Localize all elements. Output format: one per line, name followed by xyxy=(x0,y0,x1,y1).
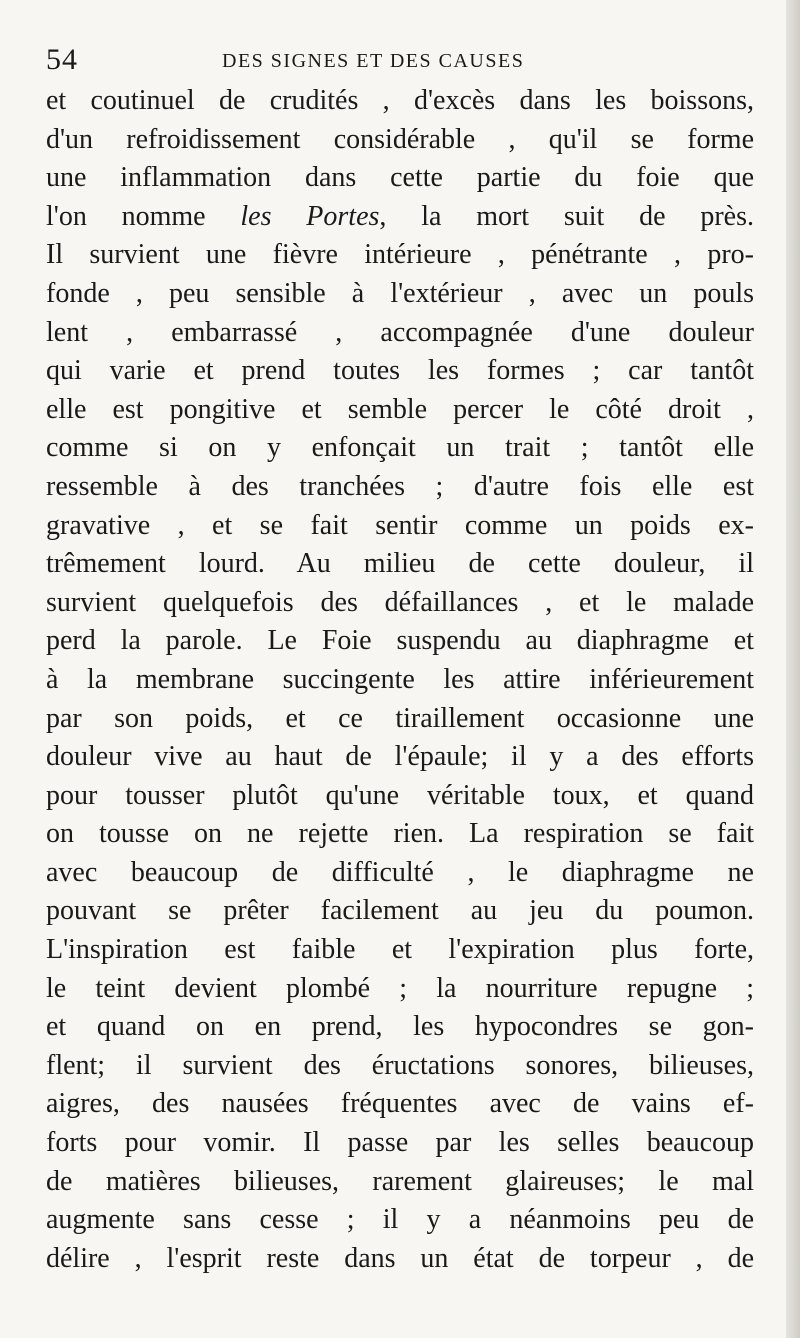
text-line: on tousse on ne rejette rien. La respiration se fait xyxy=(46,818,754,850)
text-line: et quand on en prend, les hypocondres se gon- xyxy=(46,1011,754,1043)
text-line: pour tousser plutôt qu'une véritable toux, et quand xyxy=(46,779,754,811)
text-fragment: , la mort suit de près. xyxy=(379,200,754,232)
text-line: le teint devient plombé ; la nourriture repugne ; xyxy=(46,972,754,1004)
text-line: L'inspiration est faible et l'expiration plus forte, xyxy=(46,934,754,966)
text-line: augmente sans cesse ; il y a néanmoins peu de xyxy=(46,1204,754,1236)
text-line: ressemble à des tranchées ; d'autre fois elle est xyxy=(46,470,754,502)
page-header xyxy=(46,40,746,80)
text-line: de matières bilieuses, rarement glaireuses; le mal xyxy=(46,1165,754,1197)
text-line: avec beaucoup de difficulté , le diaphragme ne xyxy=(46,856,754,888)
text-line: à la membrane succingente les attire inférieurement xyxy=(46,663,754,695)
text-fragment: l'on nomme xyxy=(46,200,241,232)
text-line: fonde , peu sensible à l'extérieur , avec un pouls xyxy=(46,277,754,309)
text-line: d'un refroidissement considérable , qu'il se forme xyxy=(46,123,754,155)
text-line: une inflammation dans cette partie du foie que xyxy=(46,162,754,194)
text-line: comme si on y enfonçait un trait ; tantôt elle xyxy=(46,432,754,464)
page-number: 54 xyxy=(46,43,78,76)
text-line: aigres, des nausées fréquentes avec de vains ef- xyxy=(46,1088,754,1120)
text-line: délire , l'esprit reste dans un état de torpeur , de xyxy=(46,1242,754,1274)
text-line: flent; il survient des éructations sonores, bilieuses, xyxy=(46,1049,754,1081)
running-head: DES SIGNES ET DES CAUSES xyxy=(222,50,525,72)
text-line: et coutinuel de crudités , d'excès dans les boissons, xyxy=(46,85,754,116)
text-line: pouvant se prêter facilement au jeu du poumon. xyxy=(46,895,754,927)
text-line: par son poids, et ce tiraillement occasionne une xyxy=(46,702,754,734)
text-line xyxy=(46,198,754,237)
italic-term: les Portes xyxy=(240,200,380,232)
text-line: trêmement lourd. Au milieu de cette douleur, il xyxy=(46,548,754,580)
page-edge xyxy=(786,0,800,1338)
body-text xyxy=(46,82,754,1278)
text-line: survient quelquefois des défaillances , et le malade xyxy=(46,586,754,618)
text-line: gravative , et se fait sentir comme un poids ex- xyxy=(46,509,754,541)
text-line: douleur vive au haut de l'épaule; il y a des efforts xyxy=(46,741,754,773)
text-line: elle est pongitive et semble percer le côté droit , xyxy=(46,393,754,425)
text-line: Il survient une fièvre intérieure , pénétrante , pro- xyxy=(46,239,754,271)
text-line: perd la parole. Le Foie suspendu au diaphragme et xyxy=(46,625,754,657)
text-line: qui varie et prend toutes les formes ; car tantôt xyxy=(46,355,754,387)
text-line: lent , embarrassé , accompagnée d'une douleur xyxy=(46,316,754,348)
text-line: forts pour vomir. Il passe par les selles beaucoup xyxy=(46,1127,754,1159)
